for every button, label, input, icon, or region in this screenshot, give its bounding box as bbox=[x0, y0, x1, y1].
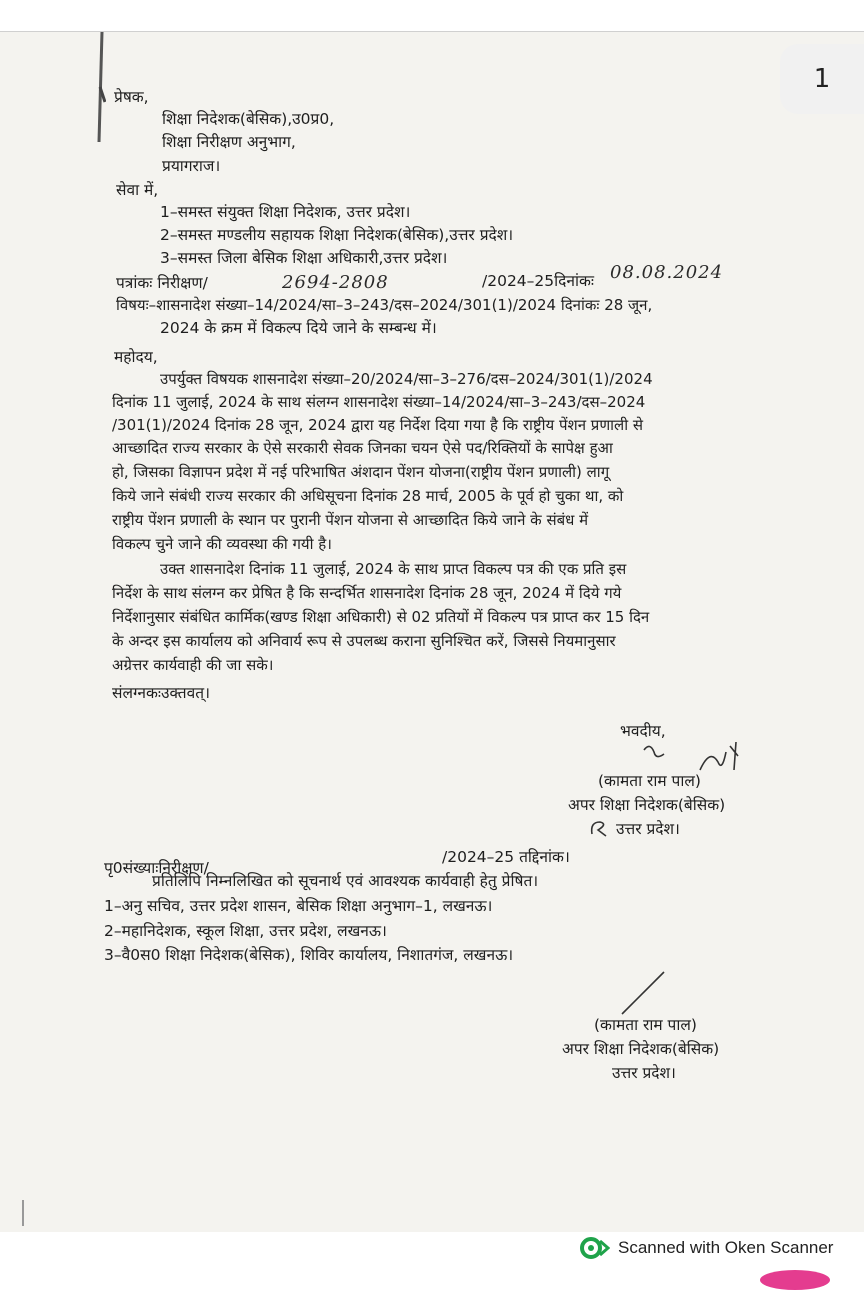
reference-label: पत्रांकः निरीक्षण/ bbox=[116, 274, 208, 292]
margin-mark bbox=[22, 1200, 24, 1226]
body-para1-line: /301(1)/2024 दिनांक 28 जून, 2024 द्वारा यह निर्देश दिया गया है कि राष्ट्रीय पेंशन प्रणाली से bbox=[112, 416, 644, 434]
copy-intro: प्रतिलिपि निम्नलिखित को सूचनार्थ एवं आवश्यक कार्यवाही हेतु प्रेषित। bbox=[152, 872, 539, 890]
staple-mark bbox=[96, 32, 106, 142]
sender-heading: प्रेषक, bbox=[114, 88, 149, 106]
sender-line-2: शिक्षा निरीक्षण अनुभाग, bbox=[162, 133, 296, 151]
signatory-designation: अपर शिक्षा निदेशक(बेसिक) bbox=[568, 796, 726, 814]
subject-line-1: विषयः–शासनादेश संख्या–14/2024/सा–3–243/दस–2024/301(1)/2024 दिनांकः 28 जून, bbox=[116, 296, 653, 314]
sender-line-3: प्रयागराज। bbox=[162, 157, 221, 175]
signature-stroke bbox=[612, 968, 672, 1018]
subject-line-2: 2024 के क्रम में विकल्प दिये जाने के सम्बन्ध में। bbox=[160, 319, 437, 337]
decorative-blob bbox=[760, 1270, 830, 1290]
body-para1-line: राष्ट्रीय पेंशन प्रणाली के स्थान पर पुरानी पेंशन योजना से आच्छादित किये जाने के संबंध में bbox=[112, 511, 589, 529]
signatory-name: (कामता राम पाल) bbox=[598, 772, 701, 790]
reference-handwritten-date: 08.08.2024 bbox=[610, 262, 724, 283]
page-number-badge bbox=[780, 44, 864, 114]
recipients-heading: सेवा में, bbox=[116, 181, 159, 199]
recipient-item: 3–समस्त जिला बेसिक शिक्षा अधिकारी,उत्तर प्रदेश। bbox=[160, 249, 448, 267]
body-para2-line: निर्देश के साथ संलग्न कर प्रेषित है कि सन्दर्भित शासनादेश दिनांक 28 जून, 2024 में दिये गये bbox=[112, 584, 622, 602]
sender-line-1: शिक्षा निदेशक(बेसिक),उ0प्र0, bbox=[162, 110, 335, 128]
signatory2-place: उत्तर प्रदेश। bbox=[612, 1064, 676, 1082]
copy-item: 2–महानिदेशक, स्कूल शिक्षा, उत्तर प्रदेश, लखनऊ। bbox=[104, 922, 387, 940]
body-para2-line: के अन्दर इस कार्यालय को अनिवार्य रूप से उपलब्ध कराना सुनिश्चित करें, जिससे नियमानुसार bbox=[112, 632, 616, 650]
body-para1-line: हो, जिसका विज्ञापन प्रदेश में नई परिभाषित अंशदान पेंशन योजना(राष्ट्रीय पेंशन प्रणाली) लागू bbox=[112, 463, 610, 481]
body-para1-line: किये जाने संबंधी राज्य सरकार की अधिसूचना दिनांक 28 मार्च, 2005 के पूर्व हो चुका था, को bbox=[112, 487, 624, 505]
body-para1-line: आच्छादित राज्य सरकार के ऐसे सरकारी सेवक जिनका चयन ऐसे पद/रिक्तियों के सापेक्ष हुआ bbox=[112, 439, 613, 457]
body-para1-line: विकल्प चुने जाने की व्यवस्था की गयी है। bbox=[112, 535, 332, 553]
body-para1-line: दिनांक 11 जुलाई, 2024 के साथ संलग्न शासनादेश संख्या–14/2024/सा–3–243/दस–2024 bbox=[112, 393, 646, 411]
oken-scanner-logo-icon bbox=[580, 1237, 610, 1259]
signatory-place: उत्तर प्रदेश। bbox=[616, 820, 680, 838]
body-para2-line: उक्त शासनादेश दिनांक 11 जुलाई, 2024 के साथ प्राप्त विकल्प पत्र की एक प्रति इस bbox=[160, 560, 627, 578]
copy-ref-label: पृ0संख्याःनिरीक्षण/ bbox=[104, 859, 209, 877]
page-number: 1 bbox=[813, 64, 831, 94]
copy-ref-suffix: /2024–25 तद्दिनांक। bbox=[442, 848, 570, 866]
signatory2-designation: अपर शिक्षा निदेशक(बेसिक) bbox=[562, 1040, 720, 1058]
body-para1-line: उपर्युक्त विषयक शासनादेश संख्या–20/2024/सा–3–276/दस–2024/301(1)/2024 bbox=[160, 370, 653, 388]
recipient-item: 2–समस्त मण्डलीय सहायक शिक्षा निदेशक(बेसिक),उत्तर प्रदेश। bbox=[160, 226, 514, 244]
body-para2-line: निर्देशानुसार संबंधित कार्मिक(खण्ड शिक्षा अधिकारी) से 02 प्रतियों में विकल्प पत्र प्राप्त कर 15 दिन bbox=[112, 608, 650, 626]
signatory2-name: (कामता राम पाल) bbox=[594, 1016, 697, 1034]
body-para2-line: अग्रेत्तर कार्यवाही की जा सके। bbox=[112, 656, 274, 674]
copy-item: 1–अनु सचिव, उत्तर प्रदेश शासन, बेसिक शिक्षा अनुभाग–1, लखनऊ। bbox=[104, 897, 493, 915]
reference-handwritten-number: 2694-2808 bbox=[282, 272, 389, 293]
reference-suffix: /2024–25दिनांकः bbox=[482, 272, 595, 290]
scanner-watermark bbox=[580, 1236, 833, 1260]
closing-yours: भवदीय, bbox=[620, 722, 666, 740]
salutation: महोदय, bbox=[114, 348, 158, 366]
scanner-watermark-text: Scanned with Oken Scanner bbox=[618, 1238, 834, 1257]
copy-item: 3–वै0स0 शिक्षा निदेशक(बेसिक), शिविर कार्यालय, निशातगंज, लखनऊ। bbox=[104, 946, 514, 964]
recipient-item: 1–समस्त संयुक्त शिक्षा निदेशक, उत्तर प्रदेश। bbox=[160, 203, 411, 221]
enclosure-note: संलग्नकःउक्तवत्। bbox=[112, 684, 210, 702]
initial-mark bbox=[588, 816, 612, 838]
